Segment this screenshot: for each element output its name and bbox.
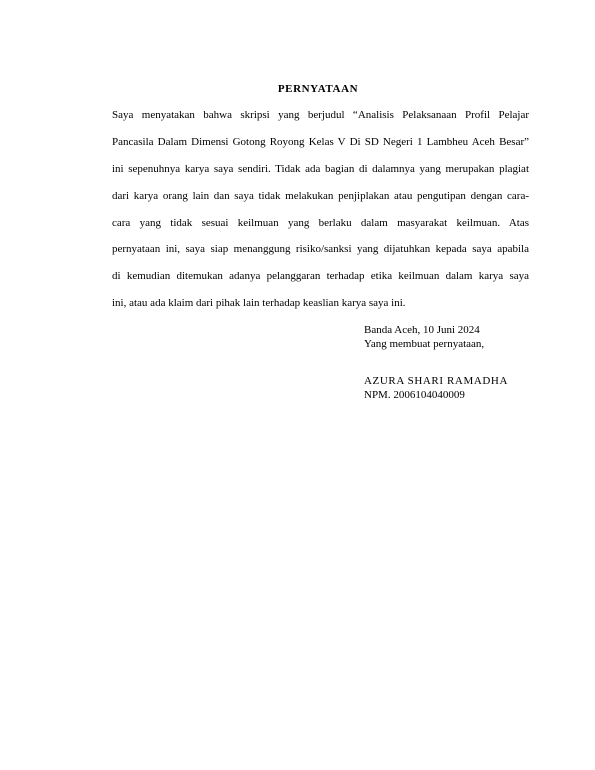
paragraph-line: Pancasila Dalam Dimensi Gotong Royong Kelas V Di SD Negeri 1 Lambheu Aceh Besar” — [112, 135, 529, 148]
signature-block — [364, 324, 508, 402]
statement-paragraph — [112, 108, 529, 323]
paragraph-line: di kemudian ditemukan adanya pelanggaran terhadap etika keilmuan dalam karya saya — [112, 270, 529, 283]
paragraph-line: cara yang tidak sesuai keilmuan yang berlaku dalam masyarakat keilmuan. Atas — [112, 216, 529, 229]
paragraph-line: ini sepenuhnya karya saya sendiri. Tidak ada bagian di dalamnya yang merupakan plagiat — [112, 162, 529, 175]
paragraph-line: pernyataan ini, saya siap menanggung risiko/sanksi yang dijatuhkan kepada saya apabila — [112, 243, 529, 256]
paragraph-line: Saya menyatakan bahwa skripsi yang berjudul “Analisis Pelaksanaan Profil Pelajar — [112, 109, 529, 121]
signature-space — [364, 351, 508, 375]
signer-name: AZURA SHARI RAMADHA — [364, 375, 509, 387]
place-date: Banda Aceh, 10 Juni 2024 — [364, 324, 480, 336]
paragraph-line: ini, atau ada klaim dari pihak lain terhadap keaslian karya saya ini. — [112, 297, 406, 310]
signer-statement: Yang membuat pernyataan, — [364, 337, 485, 350]
document-title: PERNYATAAN — [277, 83, 359, 95]
signer-npm: NPM. 2006104040009 — [364, 388, 465, 401]
paragraph-line: dari karya orang lain dan saya tidak melakukan penjiplakan atau pengutipan dengan cara- — [112, 189, 529, 202]
